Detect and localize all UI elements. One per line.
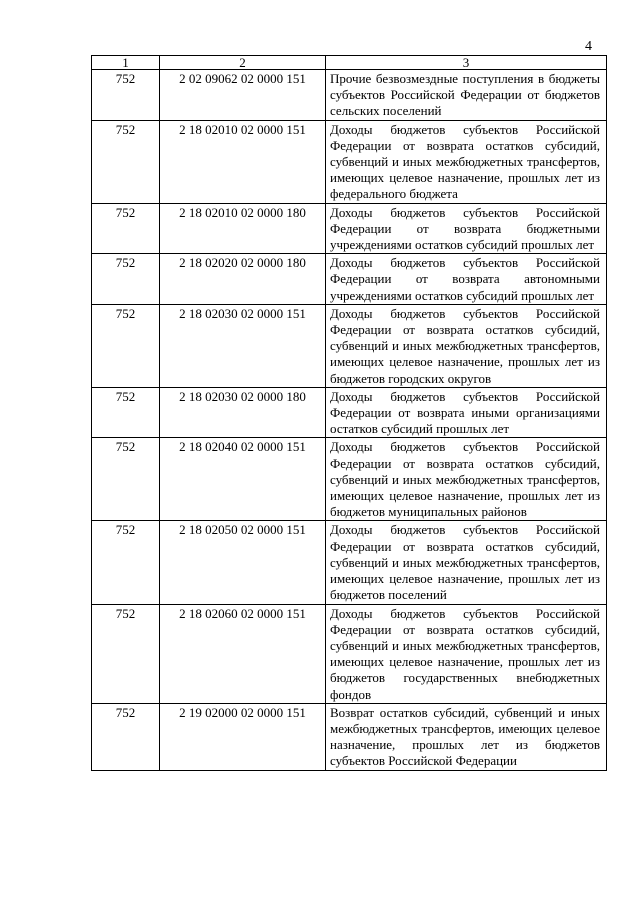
page-number: 4 xyxy=(585,39,592,54)
budget-code-cell: 2 18 02030 02 0000 151 xyxy=(160,304,326,387)
table-row xyxy=(92,438,607,521)
revenue-name-cell: Доходы бюджетов субъектов Российской Федерации от возврата бюджетными учреждениями остатков субсидий прошлых лет xyxy=(326,203,607,254)
budget-code-cell: 2 18 02060 02 0000 151 xyxy=(160,604,326,703)
budget-code-cell: 2 18 02040 02 0000 151 xyxy=(160,438,326,521)
table-header-row xyxy=(92,56,607,70)
column-header-1: 1 xyxy=(92,56,160,70)
budget-code-cell: 2 18 02030 02 0000 180 xyxy=(160,387,326,438)
budget-revenue-table xyxy=(91,55,607,771)
column-header-3: 3 xyxy=(326,56,607,70)
admin-code-cell: 752 xyxy=(92,203,160,254)
budget-code-cell: 2 19 02000 02 0000 151 xyxy=(160,703,326,770)
table-row xyxy=(92,387,607,438)
admin-code-cell: 752 xyxy=(92,521,160,604)
admin-code-cell: 752 xyxy=(92,70,160,121)
budget-code-cell: 2 18 02020 02 0000 180 xyxy=(160,254,326,305)
admin-code-cell: 752 xyxy=(92,120,160,203)
table-row xyxy=(92,521,607,604)
budget-code-cell: 2 18 02050 02 0000 151 xyxy=(160,521,326,604)
admin-code-cell: 752 xyxy=(92,387,160,438)
table-row xyxy=(92,120,607,203)
revenue-name-cell: Доходы бюджетов субъектов Российской Федерации от возврата иными организациями остатков субсидий прошлых лет xyxy=(326,387,607,438)
table-row xyxy=(92,304,607,387)
table-row xyxy=(92,203,607,254)
column-header-2: 2 xyxy=(160,56,326,70)
budget-code-cell: 2 18 02010 02 0000 151 xyxy=(160,120,326,203)
table-row xyxy=(92,70,607,121)
budget-code-cell: 2 18 02010 02 0000 180 xyxy=(160,203,326,254)
revenue-name-cell: Доходы бюджетов субъектов Российской Федерации от возврата остатков субсидий, субвенций и иных межбюджетных трансфертов, имеющих целевое назначение, прошлых лет из бюджетов муниципальных районов xyxy=(326,438,607,521)
table-row xyxy=(92,254,607,305)
revenue-name-cell: Прочие безвозмездные поступления в бюджеты субъектов Российской Федерации от бюджетов сельских поселений xyxy=(326,70,607,121)
revenue-name-cell: Доходы бюджетов субъектов Российской Федерации от возврата остатков субсидий, субвенций и иных межбюджетных трансфертов, имеющих целевое назначение, прошлых лет из бюджетов городских округов xyxy=(326,304,607,387)
revenue-name-cell: Доходы бюджетов субъектов Российской Федерации от возврата остатков субсидий, субвенций и иных межбюджетных трансфертов, имеющих целевое назначение, прошлых лет из бюджетов поселений xyxy=(326,521,607,604)
revenue-name-cell: Возврат остатков субсидий, субвенций и иных межбюджетных трансфертов, имеющих целевое назначение, прошлых лет из бюджетов субъектов Российской Федерации xyxy=(326,703,607,770)
admin-code-cell: 752 xyxy=(92,703,160,770)
revenue-name-cell: Доходы бюджетов субъектов Российской Федерации от возврата автономными учреждениями остатков субсидий прошлых лет xyxy=(326,254,607,305)
admin-code-cell: 752 xyxy=(92,604,160,703)
budget-code-cell: 2 02 09062 02 0000 151 xyxy=(160,70,326,121)
table-row xyxy=(92,604,607,703)
admin-code-cell: 752 xyxy=(92,304,160,387)
table-row xyxy=(92,703,607,770)
revenue-name-cell: Доходы бюджетов субъектов Российской Федерации от возврата остатков субсидий, субвенций и иных межбюджетных трансфертов, имеющих целевое назначение, прошлых лет из федерального бюджета xyxy=(326,120,607,203)
admin-code-cell: 752 xyxy=(92,254,160,305)
admin-code-cell: 752 xyxy=(92,438,160,521)
revenue-name-cell: Доходы бюджетов субъектов Российской Федерации от возврата остатков субсидий, субвенций и иных межбюджетных трансфертов, имеющих целевое назначение, прошлых лет из бюджетов государственных внебюджетных фондов xyxy=(326,604,607,703)
